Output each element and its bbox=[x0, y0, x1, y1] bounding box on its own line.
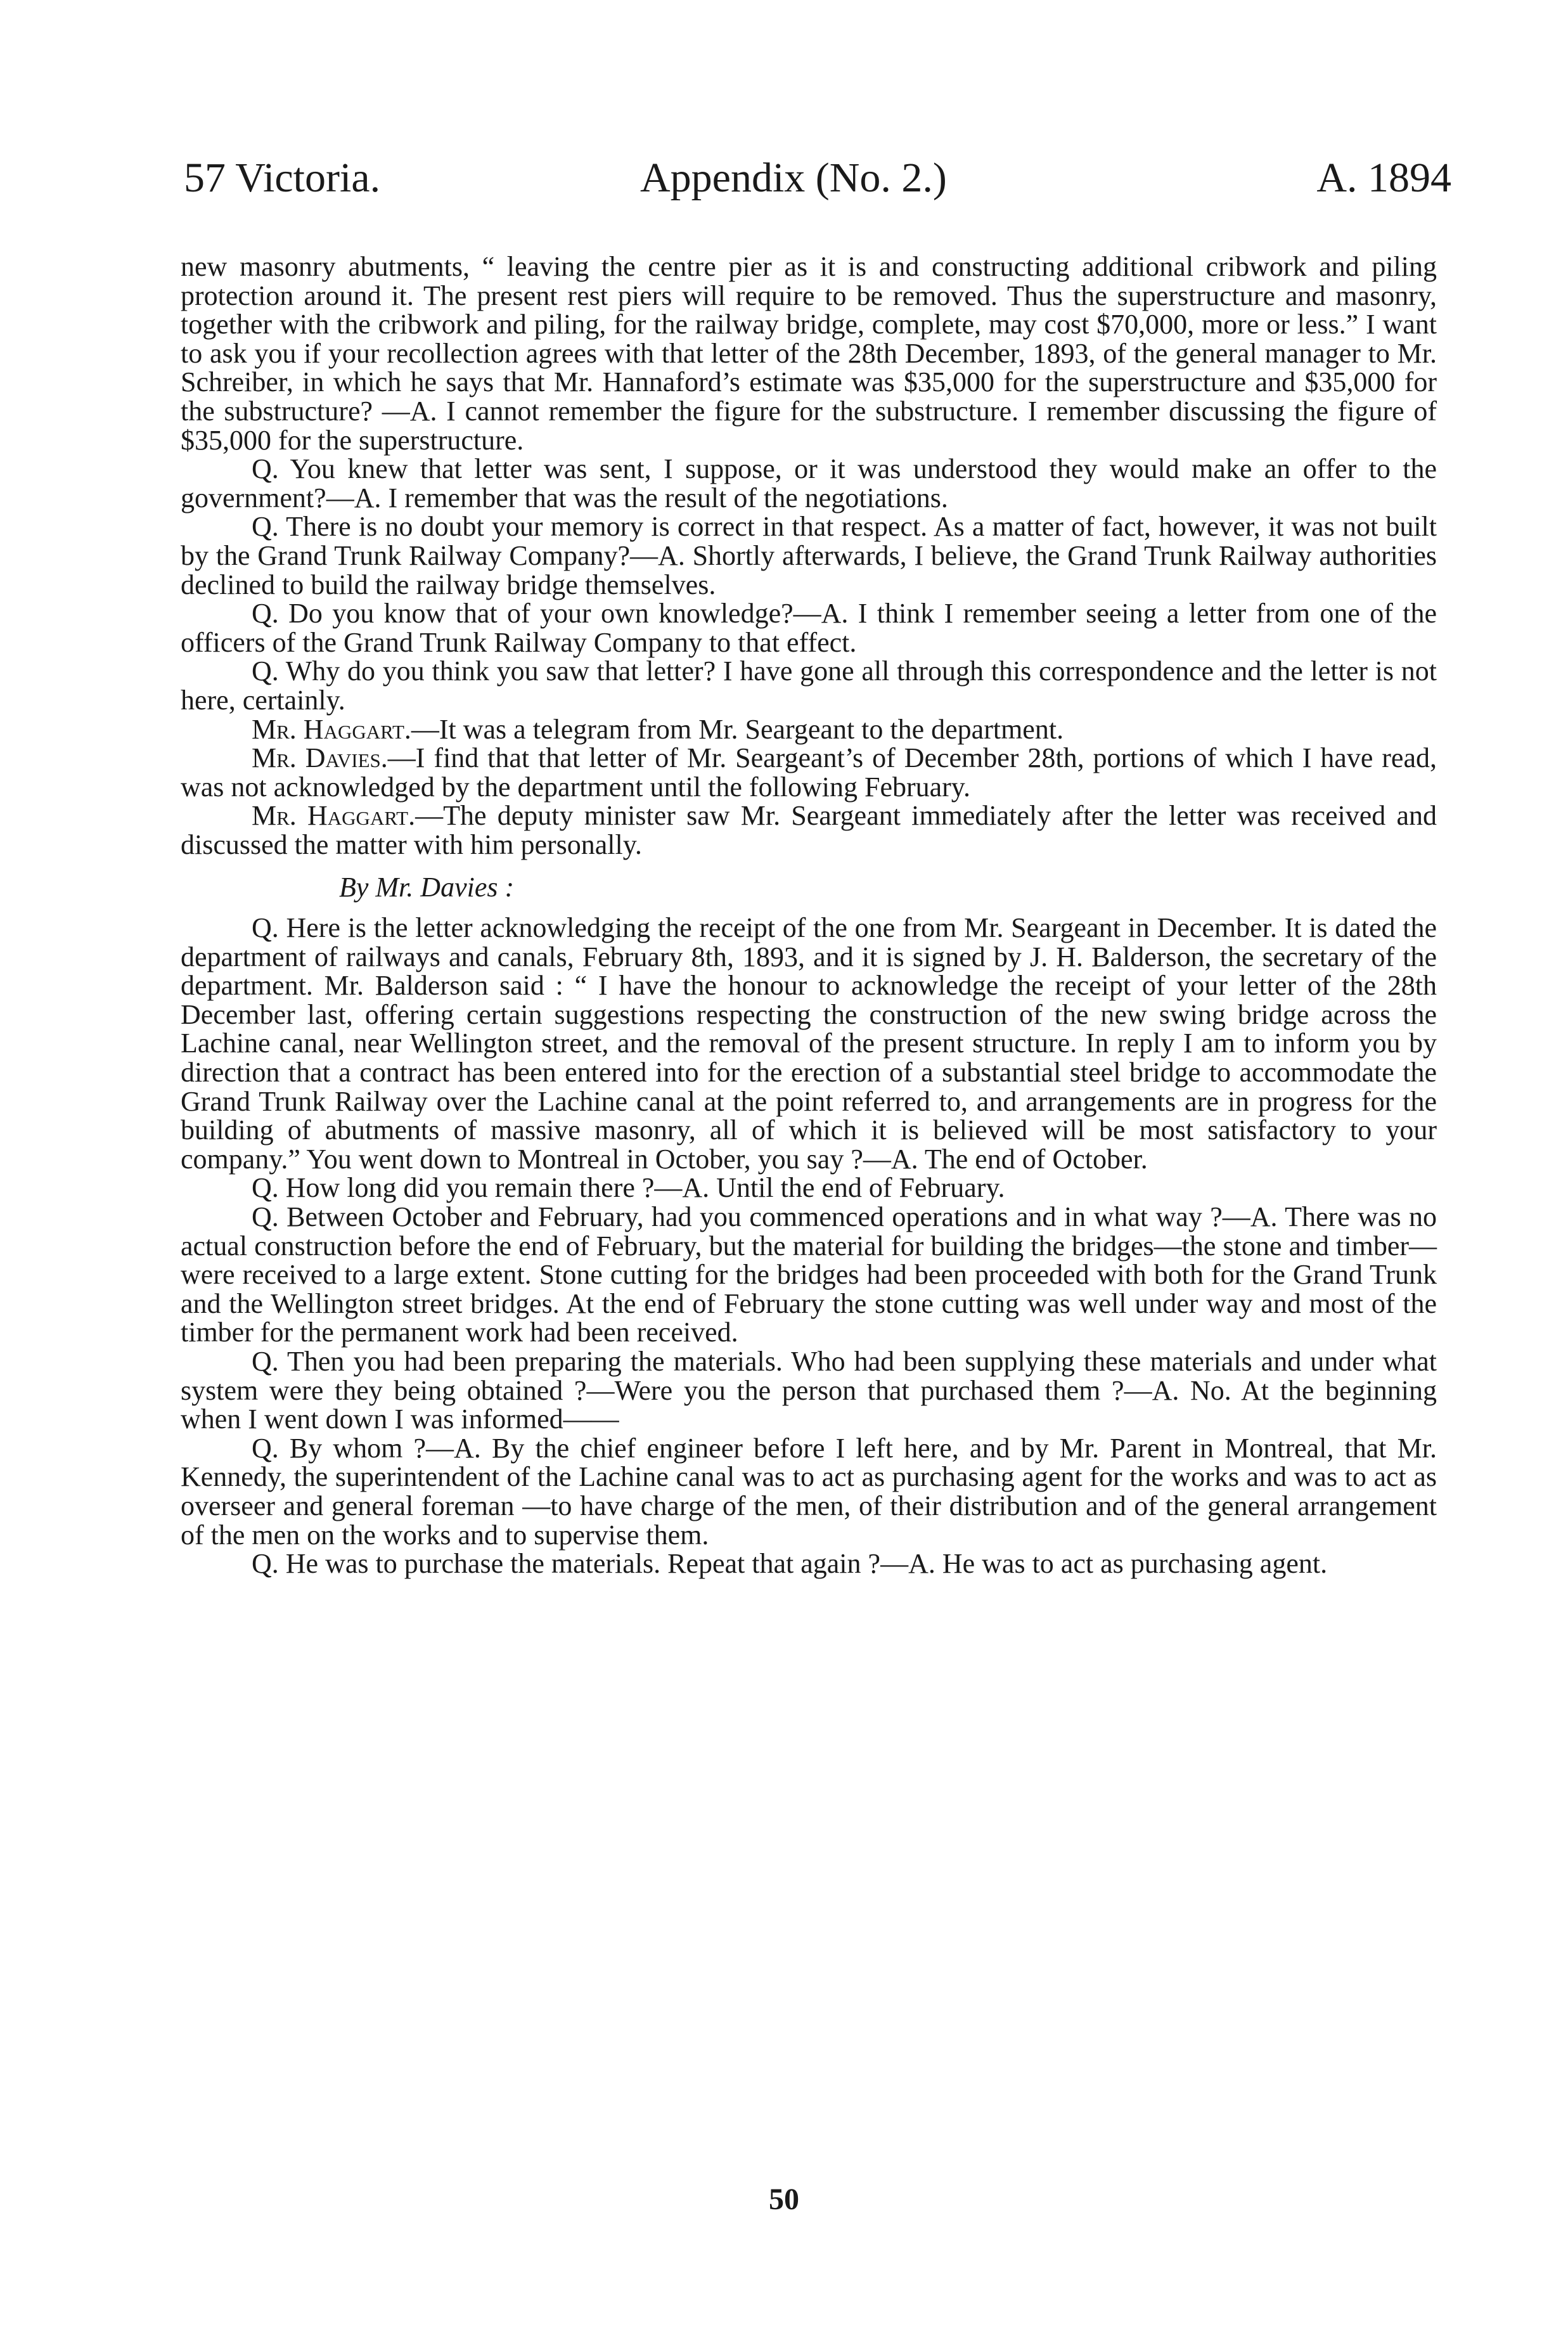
speaker-name: Mr. Davies. bbox=[252, 742, 388, 774]
paragraph: Q. You knew that letter was sent, I suppose, or it was understood they would make an offer to the government?—A. I remember that was the result of the negotiations. bbox=[181, 453, 1437, 513]
speaker-name: Mr. Haggart. bbox=[252, 713, 411, 745]
paragraph bbox=[181, 801, 1437, 859]
paragraph: Q. How long did you remain there ?—A. Until the end of February. bbox=[252, 1172, 1005, 1204]
header-year: A. 1894 bbox=[1316, 155, 1451, 201]
header-appendix: Appendix (No. 2.) bbox=[640, 155, 947, 201]
paragraph: Q. Why do you think you saw that letter? I have gone all through this correspondence and the letter is not here, certainly. bbox=[181, 655, 1437, 716]
speaker-text: —I find that that letter of Mr. Seargeant’s of December 28th, portions of which I have read, was not acknowledged by the department until the following February. bbox=[181, 742, 1437, 803]
speaker-text: —The deputy minister saw Mr. Seargeant immediately after the letter was received and discussed the matter with him personally. bbox=[181, 800, 1437, 860]
paragraph bbox=[181, 744, 1437, 801]
speaker-text: —It was a telegram from Mr. Seargeant to the department. bbox=[411, 713, 1064, 745]
page-number: 50 bbox=[769, 2183, 799, 2216]
paragraph bbox=[181, 715, 1437, 744]
paragraph: Q. Here is the letter acknowledging the receipt of the one from Mr. Seargeant in December. It is dated the department of railways and canals, February 8th, 1893, and it is signed by J. H. Balderson, the secretary of the department. Mr. Balderson said : “ I have the honour to acknowledge the receipt of your letter of the 28th December last, offering certain suggestions respecting the construction of the new swing bridge across the Lachine canal, near Wellington street, and the removal of the present structure. In reply I am to inform you by direction that a contract has been entered into for the erection of a substantial steel bridge to accommodate the Grand Trunk Railway over the Lachine canal at the point referred to, and arrangements are in progress for the building of abutments of massive masonry, all of which it is believed will be most satisfactory to your company.” You went down to Montreal in October, you say ?—A. The end of October. bbox=[181, 912, 1437, 1175]
header-session: 57 Victoria. bbox=[184, 155, 381, 201]
paragraph: Q. There is no doubt your memory is correct in that respect. As a matter of fact, however, it was not built by the Grand Trunk Railway Company?—A. Shortly afterwards, I believe, the Grand Trunk Railway authorities declined to build the railway bridge themselves. bbox=[181, 511, 1437, 600]
body-text bbox=[181, 252, 1437, 1578]
paragraph: new masonry abutments, “ leaving the centre pier as it is and constructing additional cribwork and piling protection around it. The present rest piers will require to be removed. Thus the superstructure and masonry, together with the cribwork and piling, for the railway bridge, complete, may cost $70,000, more or less.” I want to ask you if your recollection agrees with that letter of the 28th December, 1893, of the general manager to Mr. Schreiber, in which he says that Mr. Hannaford’s estimate was $35,000 for the superstructure and $35,000 for the substructure? —A. I cannot remember the figure for the substructure. I remember discussing the figure of $35,000 for the superstructure. bbox=[181, 251, 1437, 456]
running-header bbox=[184, 150, 1451, 207]
paragraph: Q. Between October and February, had you commenced operations and in what way ?—A. There was no actual construction before the end of February, but the material for building the bridges—the stone and timber—were received to a large extent. Stone cutting for the bridges had been proceeded with both for the Grand Trunk and the Wellington street bridges. At the end of February the stone cutting was well under way and most of the timber for the permanent work had been received. bbox=[181, 1201, 1437, 1348]
paragraph: Q. He was to purchase the materials. Repeat that again ?—A. He was to act as purchasing agent. bbox=[252, 1548, 1328, 1580]
speaker-name: Mr. Haggart. bbox=[252, 800, 416, 832]
paragraph: Q. Do you know that of your own knowledge?—A. I think I remember seeing a letter from one of the officers of the Grand Trunk Railway Company to that effect. bbox=[181, 598, 1437, 658]
paragraph: Q. By whom ?—A. By the chief engineer before I left here, and by Mr. Parent in Montreal, that Mr. Kennedy, the superintendent of the Lachine canal was to act as purchasing agent for the works and was to act as overseer and general foreman —to have charge of the men, of their distribution and of the general arrangement of the men on the works and to supervise them. bbox=[181, 1432, 1437, 1551]
examiner-byline: By Mr. Davies : bbox=[339, 872, 515, 903]
paragraph: Q. Then you had been preparing the materials. Who had been supplying these materials and under what system were they being obtained ?—Were you the person that purchased them ?—A. No. At the beginning when I went down I was informed—— bbox=[181, 1345, 1437, 1435]
